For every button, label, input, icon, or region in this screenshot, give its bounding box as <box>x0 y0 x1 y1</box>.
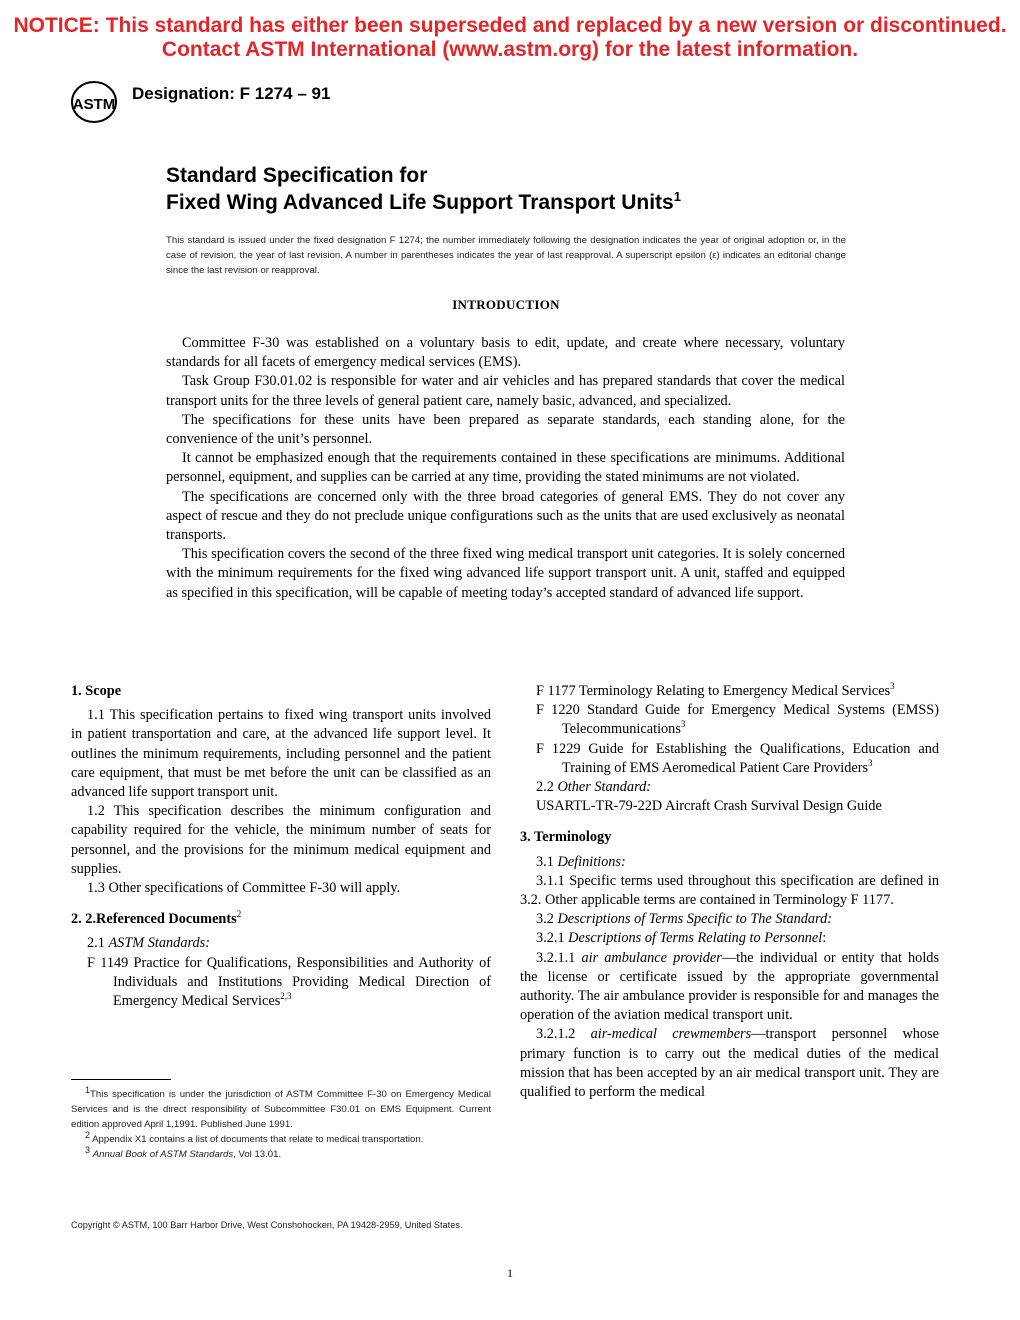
personnel-subhead: 3.2.1 Descriptions of Terms Relating to Personnel: <box>536 930 827 947</box>
section-scope-heading: 1. Scope <box>71 683 122 699</box>
title-footnote-mark: 1 <box>673 189 681 204</box>
page-number: 1 <box>507 1266 513 1280</box>
notice-line-2: Contact ASTM International (www.astm.org) for the latest information. <box>161 38 859 61</box>
intro-paragraph: The specifications for these units have been prepared as separate standards, each standing alone, for the convenience of the unit’s personnel. <box>166 411 845 448</box>
astm-logo <box>70 80 118 124</box>
reference-f1149: F 1149 Practice for Qualifications, Responsibilities and Authority of Individuals and Institutions Providing Medical Direction of Emergency Medical Services$^{2,3}$ <box>87 954 491 1010</box>
title-line-2: Fixed Wing Advanced Life Support Transport Units$^1$ <box>166 189 681 214</box>
copyright: Copyright © ASTM, 100 Barr Harbor Drive, West Conshohocken, PA 19428-2959, United States. <box>71 1220 463 1230</box>
intro-paragraph: It cannot be emphasized enough that the requirements contained in these specifications are minimums. Additional personnel, equipment, and supplies can be carried at any time, providing the stated minimums are not violated. <box>166 450 845 486</box>
notice-line-1: NOTICE: This standard has either been superseded and replaced by a new version or discontinued. <box>13 14 1007 37</box>
intro-paragraph: Task Group F30.01.02 is responsible for water and air vehicles and has prepared standards that cover the medical transport units for the three levels of general patient care, namely basic, advanced, and specialized. <box>166 373 845 409</box>
section-terminology-heading: 3. Terminology <box>520 829 612 846</box>
other-standard-subhead: 2.2 Other Standard: <box>536 779 652 796</box>
document-title <box>166 162 866 216</box>
logo-text: ASTM <box>72 96 116 113</box>
footnote-2: $^2$ Appendix X1 contains a list of documents that relate to medical transportation. <box>85 1129 424 1145</box>
left-column <box>71 682 491 1011</box>
scope-paragraph: 1.2 This specification describes the minimum configuration and capability required for the vehicle, the minimum number of seats for personnel, and the provisions for the minimum medical equipment and supplies. <box>71 803 491 877</box>
definitions-subhead: 3.1 Definitions: <box>536 853 626 870</box>
intro-paragraph: This specification covers the second of the three fixed wing medical transport unit categories. It is solely concerned with the minimum requirements for the fixed wing advanced life support transport unit. A unit, staffed and equipped as specified in this specification, will be capable of meeting today’s accepted standard of advanced life support. <box>166 546 845 601</box>
introduction-body <box>166 334 845 603</box>
reference-f1220: F 1220 Standard Guide for Emergency Medical Systems (EMSS) Telecommunications$^3$ <box>536 702 939 738</box>
scope-paragraph: 1.1 This specification pertains to fixed wing transport units involved in patient transportation and care, at the advanced life support level. It outlines the minimum requirements, including personnel and the patient care equipment, that must be met before the unit can be classified as an advanced life support transport unit. <box>71 707 491 801</box>
superseded-notice <box>0 14 1020 62</box>
section-referenced-heading: 2. 2.Referenced Documents$^2$ <box>71 909 242 928</box>
terminology-paragraph: 3.1.1 Specific terms used throughout this specification are defined in 3.2. Other applicable terms are contained in Terminology F 1177. <box>520 872 939 909</box>
reference-usartl: USARTL-TR-79-22D Aircraft Crash Survival Design Guide <box>536 798 882 815</box>
footnote-rule <box>71 1079 171 1080</box>
astm-standards-subhead: 2.1 ASTM Standards: <box>87 935 210 952</box>
intro-paragraph: Committee F-30 was established on a voluntary basis to edit, update, and create where necessary, voluntary standards for all facets of emergency medical services (EMS). <box>166 335 845 371</box>
footnote-3: $^3$ Annual Book of ASTM Standards, Vol 13.01. <box>85 1144 282 1160</box>
designation: Designation: F 1274 – 91 <box>132 84 331 103</box>
reference-f1229: F 1229 Guide for Establishing the Qualifications, Education and Training of EMS Aeromedical Patient Care Providers$^3$ <box>536 740 939 776</box>
reference-f1177: F 1177 Terminology Relating to Emergency Medical Services$^3$ <box>536 681 895 699</box>
intro-paragraph: The specifications are concerned only with the three broad categories of general EMS. They do not cover any aspect of rescue and they do not preclude unique configurations such as the units that are used exclusively as neonatal transports. <box>166 488 845 544</box>
scope-paragraph: 1.3 Other specifications of Committee F-30 will apply. <box>87 880 401 897</box>
definition-air-medical-crewmembers: 3.2.1.2 air-medical crewmembers—transport personnel whose primary function is to carry out the medical duties of the medical mission that has been accepted by an air medical transport unit. They are qualified to perform the medical <box>520 1026 939 1101</box>
descriptions-subhead: 3.2 Descriptions of Terms Specific to The Standard: <box>536 911 832 928</box>
title-line-1: Standard Specification for <box>166 164 428 187</box>
issuance-note: This standard is issued under the fixed designation F 1274; the number immediately following the designation indicates the year of original adoption or, in the case of revision, the year of last revision. A number in parentheses indicates the year of last reapproval. A superscript epsilon (ε) indicates an editorial change since the last revision or reapproval. <box>166 235 846 276</box>
introduction-heading: INTRODUCTION <box>452 297 560 312</box>
footnote-1: $^1$This specification is under the jurisdiction of ASTM Committee F-30 on Emergency Medical Services and is the direct responsibility of Subcommittee F30.01 on EMS Equipment. Current edition approved April 1,1991. Published June 1991. <box>71 1084 491 1130</box>
definition-air-ambulance-provider: 3.2.1.1 air ambulance provider—the individual or entity that holds the license or certificate issued by the appropriate governmental authority. The air ambulance provider is responsible for and manages the operation of the aviation medical transport unit. <box>520 949 940 1024</box>
right-column <box>520 682 939 1102</box>
footnotes <box>71 1084 491 1162</box>
